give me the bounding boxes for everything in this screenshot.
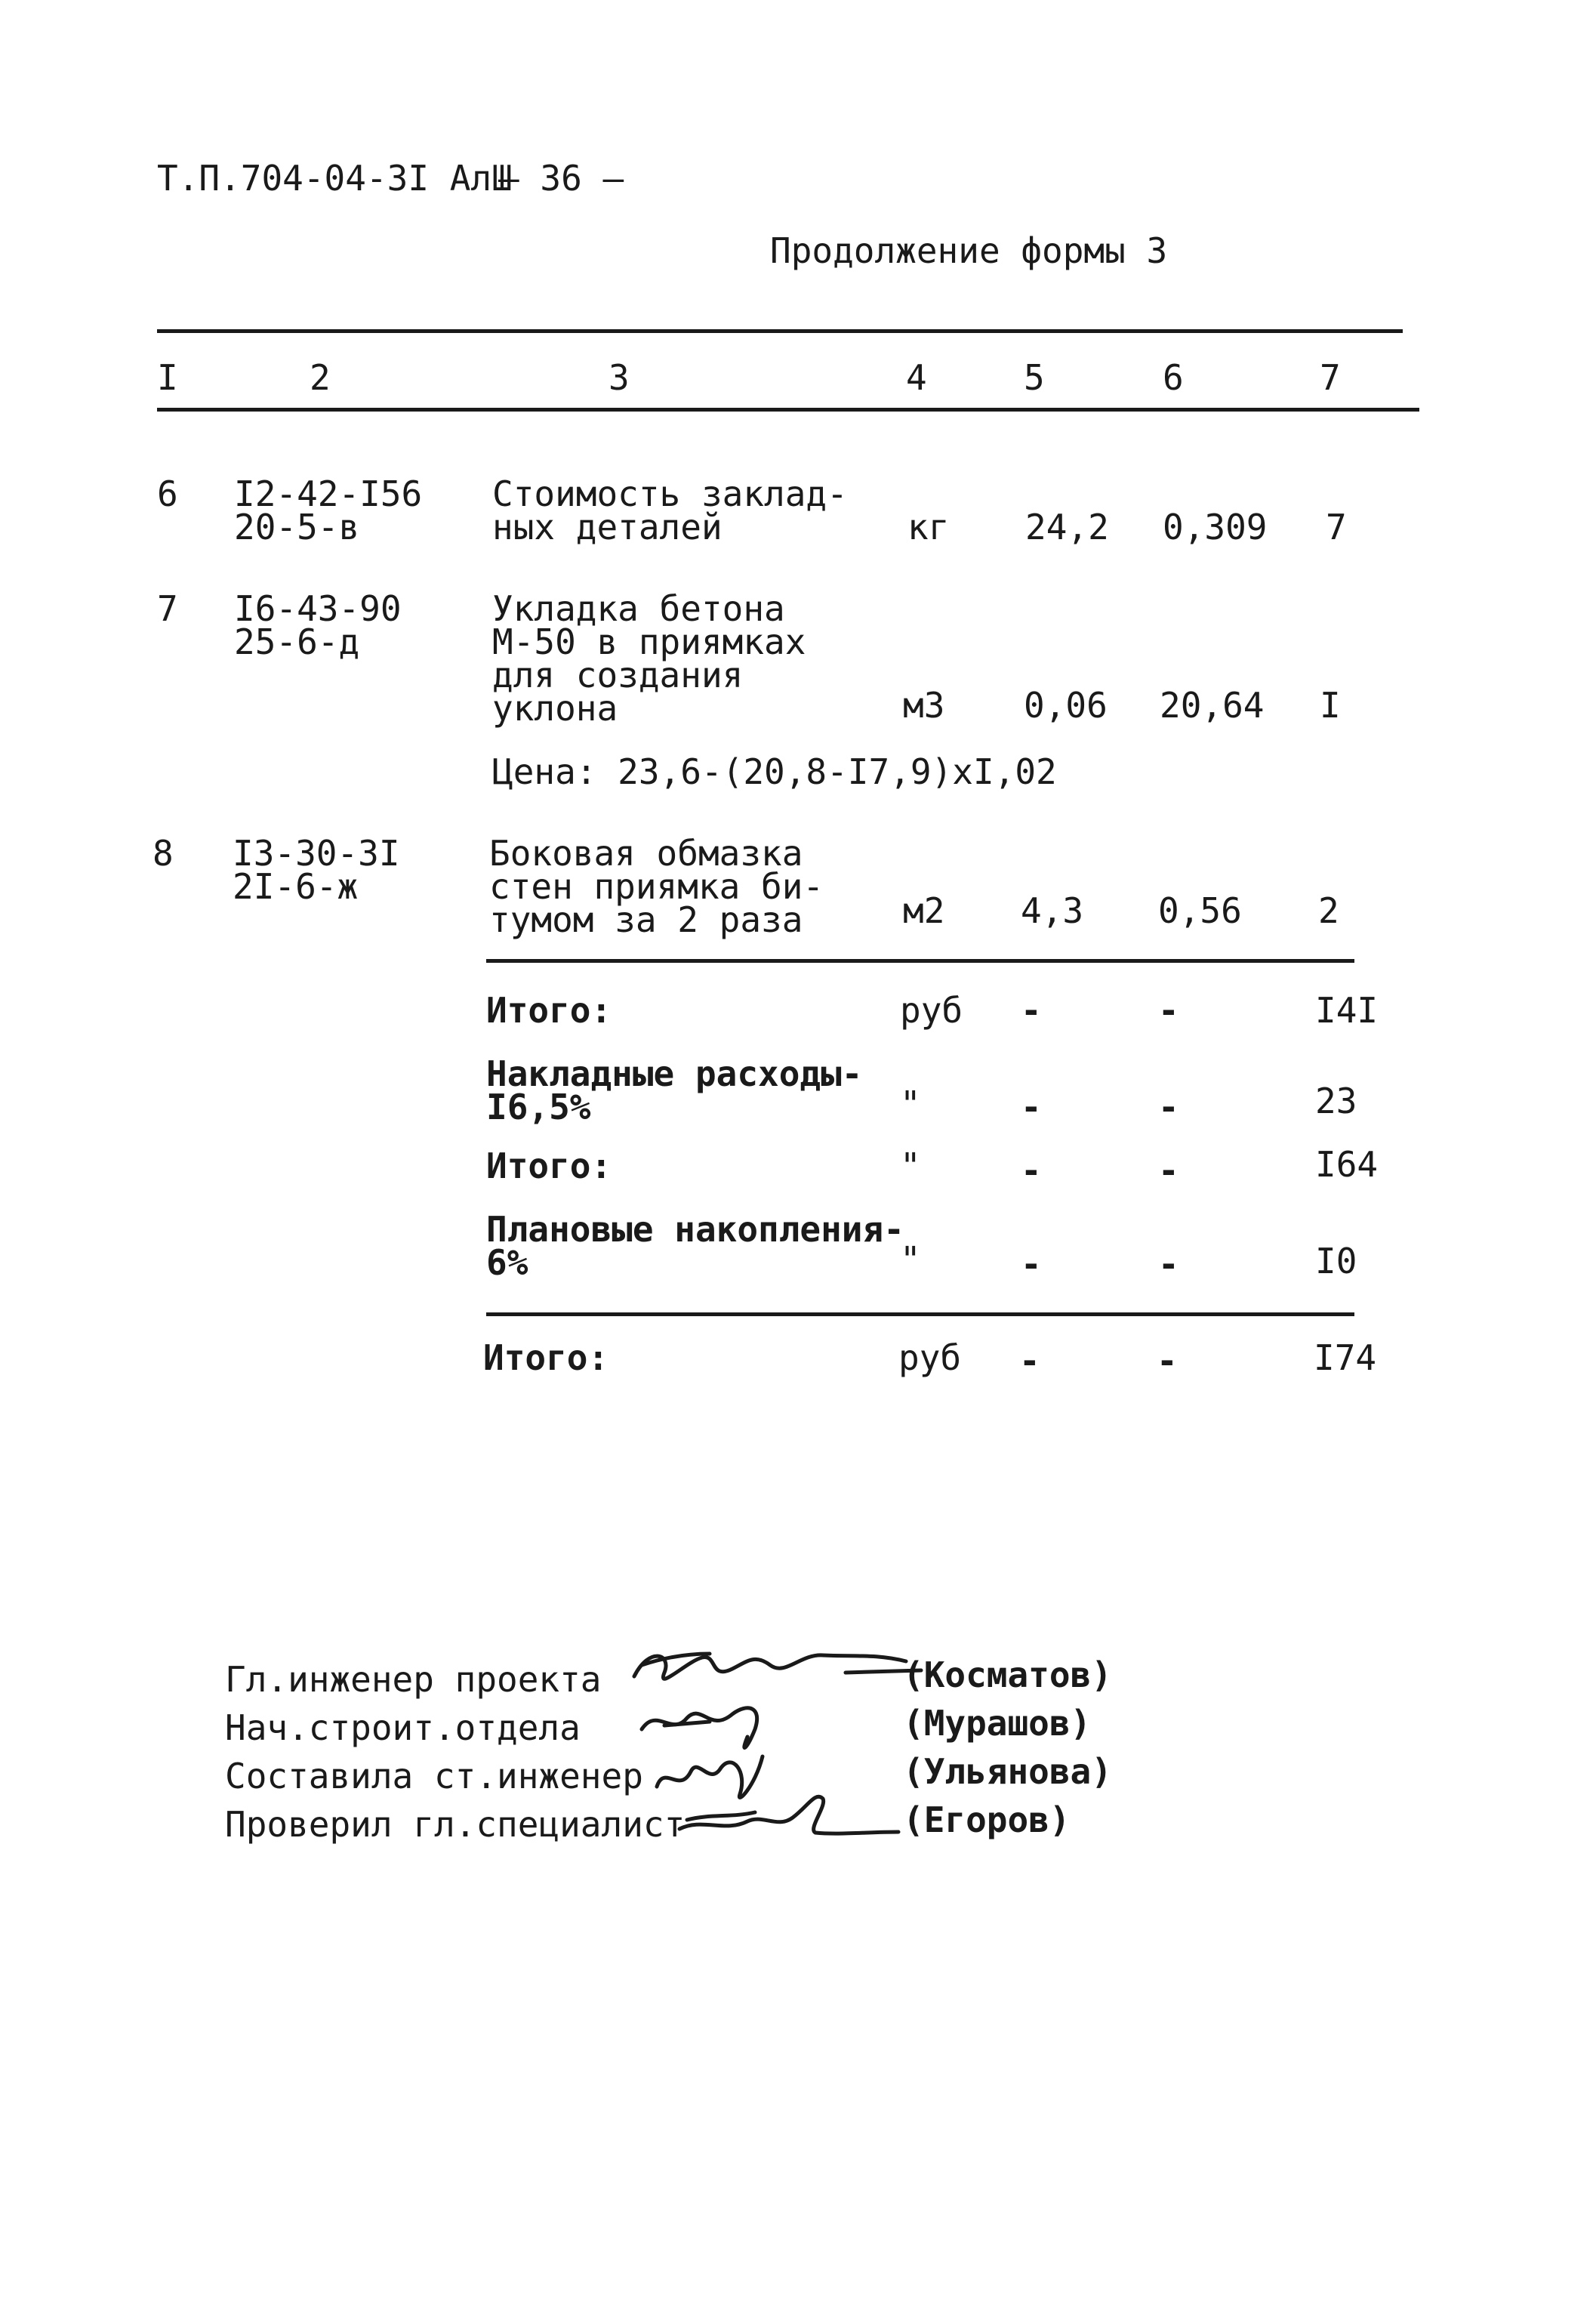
row-6-name: Стоимость заклад- ных деталей — [492, 473, 848, 547]
subtotal-2-price: - — [1158, 1150, 1179, 1191]
signature-role-dept-head: Нач.строит.отдела — [225, 1707, 581, 1748]
col-num-1: I — [157, 357, 178, 398]
col-num-3: 3 — [609, 357, 630, 398]
subtotal-total: I4I — [1315, 990, 1379, 1031]
overhead-price: - — [1158, 1087, 1179, 1127]
col-num-6: 6 — [1163, 357, 1184, 398]
planned-savings-total: I0 — [1315, 1241, 1357, 1281]
row-8-num: 8 — [153, 833, 174, 874]
row-8-price: 0,56 — [1158, 890, 1242, 931]
doc-code: Т.П.704-04-3I АлШ — [157, 158, 513, 199]
row-6-code: I2-42-I56 20-5-в — [234, 473, 423, 547]
col-num-5: 5 — [1024, 357, 1045, 398]
subtotal-2-label: Итого: — [486, 1146, 612, 1186]
subtotal-label: Итого: — [486, 990, 612, 1031]
subtotal-price: - — [1158, 990, 1179, 1031]
row-6-total: 7 — [1326, 507, 1347, 547]
planned-savings-price: - — [1158, 1244, 1179, 1284]
signature-name-ulyanova: (Ульянова) — [903, 1751, 1112, 1792]
grand-total-qty: - — [1019, 1340, 1040, 1381]
header-bottom-rule — [157, 408, 1419, 412]
row-7-price: 20,64 — [1160, 685, 1265, 726]
planned-savings-label: Плановые накопления- 6% — [486, 1209, 904, 1283]
grand-total-price: - — [1157, 1340, 1178, 1381]
overhead-qty: - — [1021, 1087, 1042, 1127]
row-8-code: I3-30-3I 2I-6-ж — [233, 833, 400, 907]
subtotal-2-qty: - — [1021, 1150, 1042, 1191]
planned-savings-qty: - — [1021, 1244, 1042, 1284]
subtotal-unit: руб — [900, 990, 963, 1031]
row-8-qty: 4,3 — [1021, 890, 1084, 931]
row-7-num: 7 — [157, 588, 178, 629]
handwritten-signature-1 — [619, 1631, 936, 1699]
signature-role-chief-engineer: Гл.инженер проекта — [225, 1659, 602, 1700]
col-num-2: 2 — [310, 357, 331, 398]
table-top-rule — [157, 329, 1403, 333]
subtotal-2-unit: " — [900, 1146, 921, 1186]
row-7-name: Укладка бетона М-50 в приямках для создания уклона — [492, 588, 806, 729]
signature-name-kosmatov: (Косматов) — [903, 1654, 1112, 1695]
row-7-unit: м3 — [903, 685, 945, 726]
subtotal-2-total: I64 — [1315, 1144, 1379, 1185]
subtotal-qty: - — [1021, 990, 1042, 1031]
signature-role-checked-by: Проверил гл.специалист — [225, 1804, 686, 1845]
grand-total-label: Итого: — [483, 1337, 609, 1378]
row-6-qty: 24,2 — [1025, 507, 1109, 547]
summary-top-rule — [486, 959, 1354, 963]
signature-name-egorov: (Егоров) — [903, 1799, 1071, 1840]
col-num-4: 4 — [906, 357, 927, 398]
row-7-total: I — [1320, 685, 1341, 726]
overhead-total: 23 — [1315, 1081, 1357, 1121]
overhead-label: Накладные расходы- I6,5% — [486, 1053, 863, 1127]
row-6-num: 6 — [157, 473, 178, 514]
row-6-unit: кг — [907, 507, 950, 547]
row-8-total: 2 — [1318, 890, 1339, 931]
continuation-label: Продолжение формы 3 — [770, 230, 1168, 271]
grand-total-rule — [486, 1312, 1354, 1316]
signature-role-compiled-by: Составила ст.инженер — [225, 1756, 643, 1796]
grand-total-unit: руб — [898, 1337, 962, 1378]
row-8-name: Боковая обмазка стен приямка би- тумом за 2 раза — [489, 833, 824, 940]
signature-name-murashov: (Мурашов) — [903, 1703, 1092, 1744]
page-number: — 36 — — [498, 158, 624, 199]
grand-total-total: I74 — [1314, 1337, 1377, 1378]
row-8-unit: м2 — [903, 890, 945, 931]
handwritten-signature-4 — [664, 1776, 906, 1844]
col-num-7: 7 — [1320, 357, 1341, 398]
row-7-code: I6-43-90 25-6-д — [234, 588, 402, 662]
overhead-unit: " — [900, 1084, 921, 1124]
row-7-price-note: Цена: 23,6-(20,8-I7,9)хI,02 — [492, 751, 1057, 792]
row-7-qty: 0,06 — [1024, 685, 1108, 726]
row-6-price: 0,309 — [1163, 507, 1268, 547]
planned-savings-unit: " — [900, 1239, 921, 1280]
